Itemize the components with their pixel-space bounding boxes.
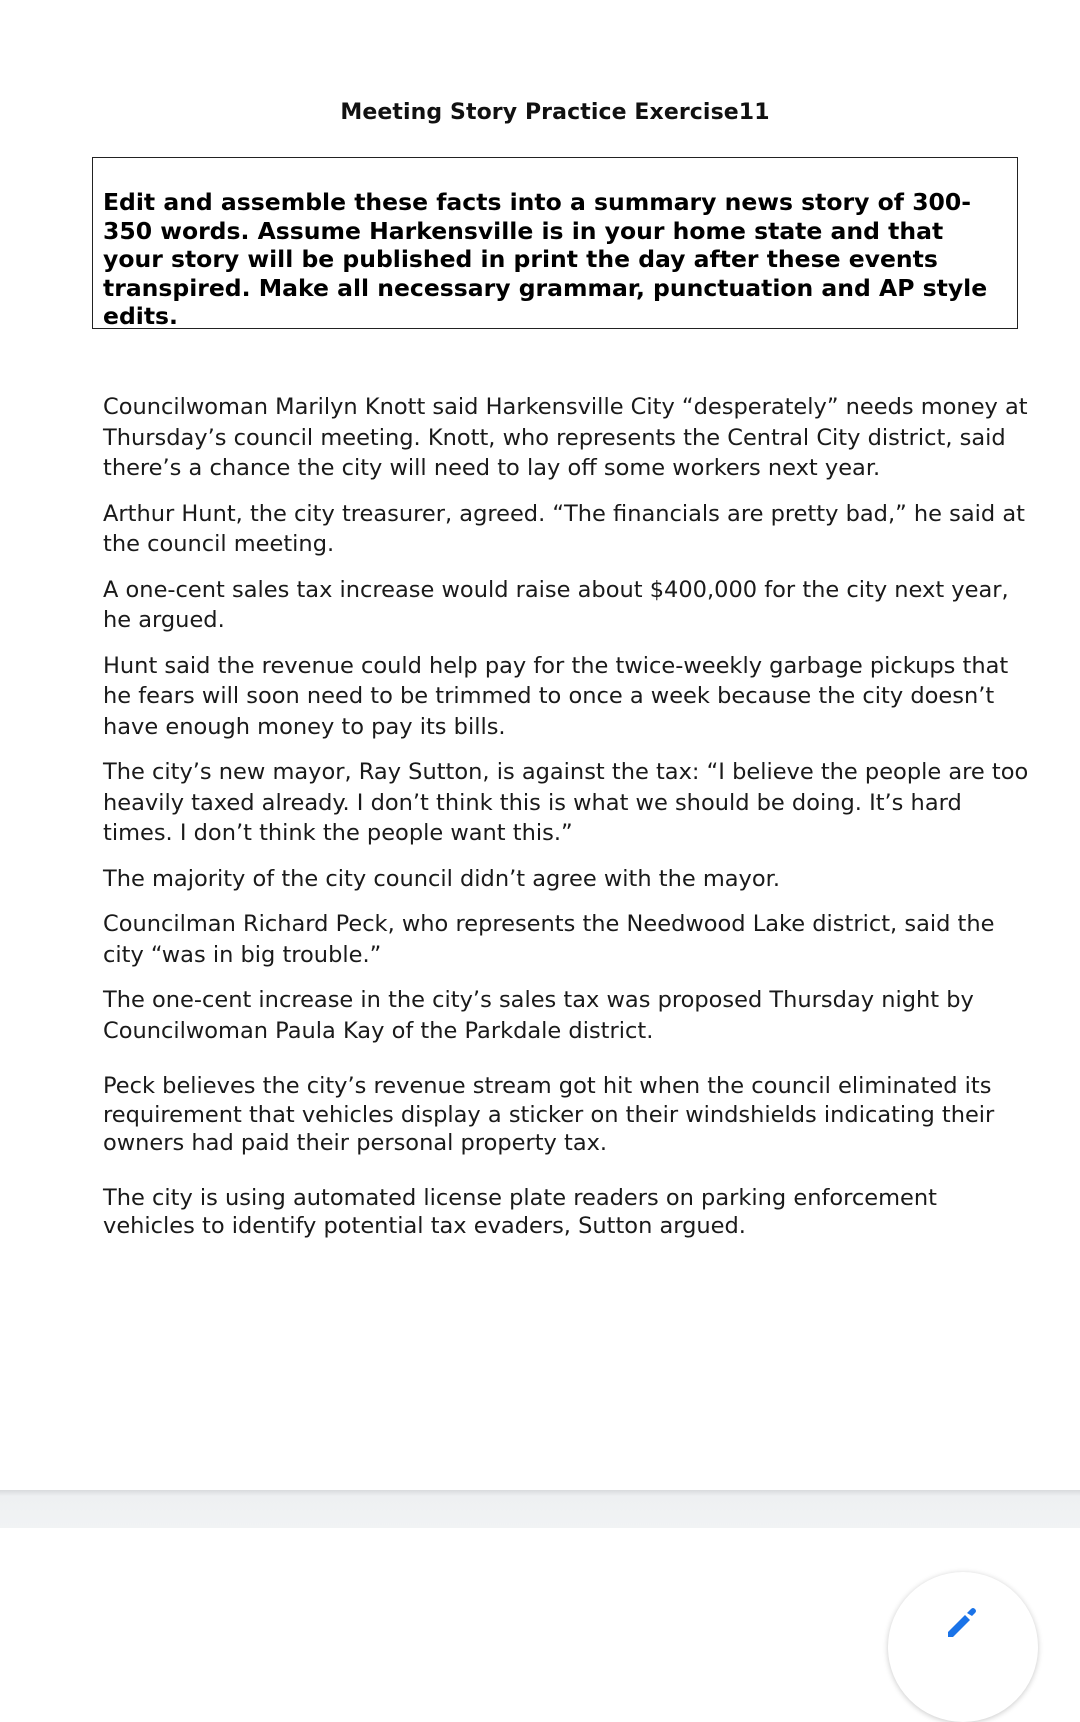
paragraph: The one-cent increase in the city’s sales tax was proposed Thursday night by Councilwoman Paula Kay of the Parkdale district. [103,987,974,1044]
pencil-edit-icon [940,1602,980,1642]
paragraph: The city is using automated license plate readers on parking enforcement vehicles to identify potential tax evaders, Sutton argued. [103,1184,937,1239]
paragraph: Councilman Richard Peck, who represents the Needwood Lake district, said the city “was in big trouble.” [103,911,995,968]
page-divider [0,1490,1080,1528]
instructions-text: Edit and assemble these facts into a summary news story of 300-350 words. Assume Harkensville is in your home state and that your story will be published in print the day after these events transpired. Make all necessary grammar, punctuation and AP style edits. [103,188,988,330]
paragraph: The city’s new mayor, Ray Sutton, is against the tax: “I believe the people are too heavily taxed already. I don’t think this is what we should be doing. It’s hard times. I don’t think the people want this.” [103,759,1029,846]
paragraph: The majority of the city council didn’t agree with the mayor. [103,865,780,892]
paragraph: A one-cent sales tax increase would raise about $400,000 for the city next year, he argued. [103,576,1009,633]
document-title: Meeting Story Practice Exercise11 [340,100,770,125]
paragraph: Hunt said the revenue could help pay for the twice-weekly garbage pickups that he fears will soon need to be trimmed to once a week because the city doesn’t have enough money to pay its bills. [103,652,1009,740]
document-body [103,392,1033,1241]
paragraph: Arthur Hunt, the city treasurer, agreed. “The financials are pretty bad,” he said at the council meeting. [103,500,1025,557]
paragraph: Councilwoman Marilyn Knott said Harkensville City “desperately” needs money at Thursday’s council meeting. Knott, who represents the Central City district, said there’s a chance the city will need to lay off some workers next year. [103,394,1028,481]
edit-fab-button[interactable] [888,1572,1038,1722]
instructions-box [92,157,1018,329]
paragraph: Peck believes the city’s revenue stream got hit when the council eliminated its requirement that vehicles display a sticker on their windshields indicating their owners had paid their personal property tax. [103,1073,995,1156]
